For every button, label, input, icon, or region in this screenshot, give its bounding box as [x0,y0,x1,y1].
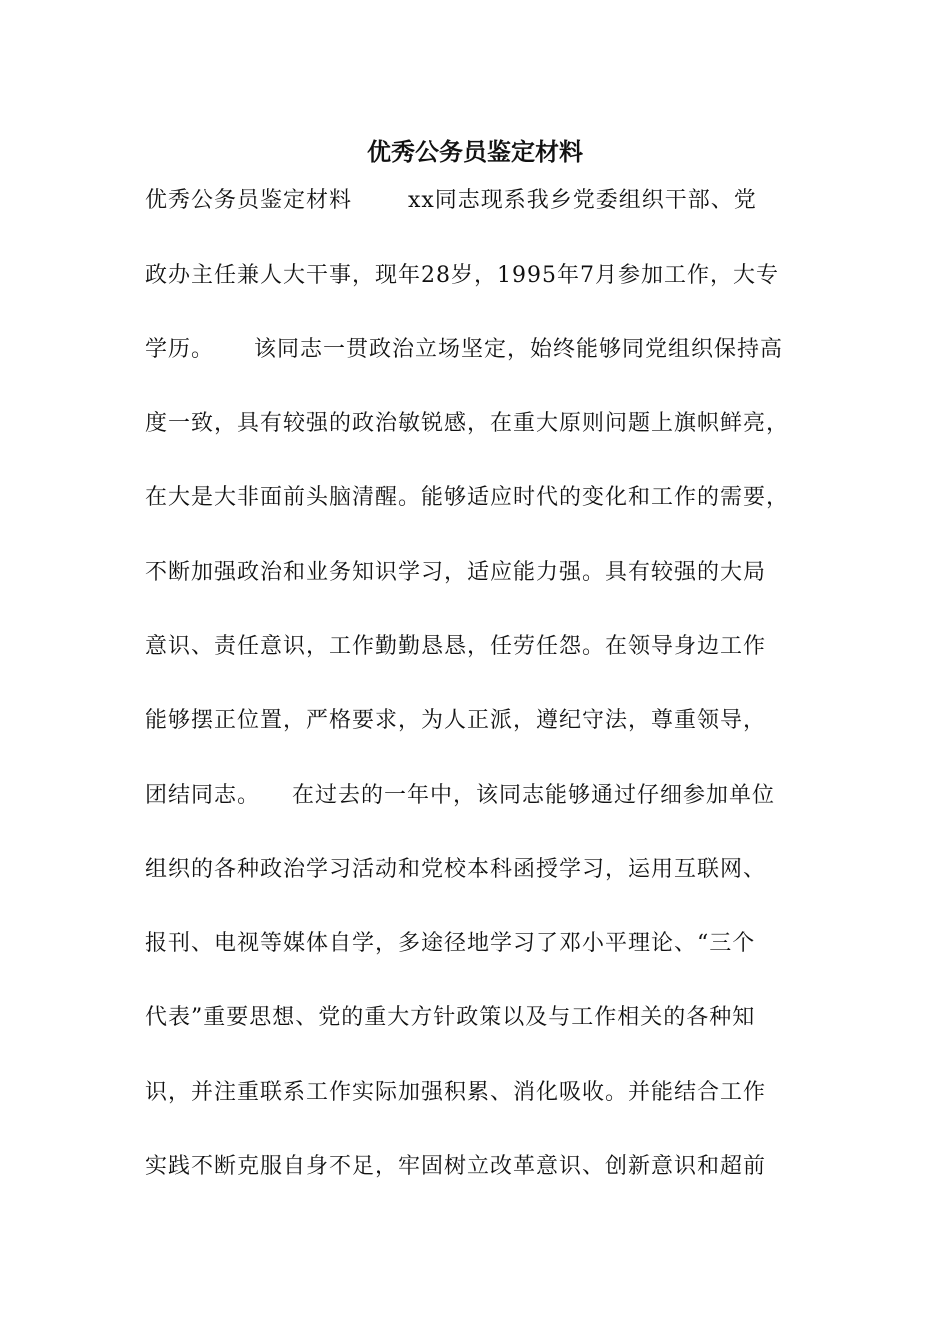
body-line-4: 度一致，具有较强的政治敏锐感，在重大原则问题上旗帜鲜亮， [145,411,790,436]
body-line-1: 优秀公务员鉴定材料 xx同志现系我乡党委组织干部、党 [145,188,757,213]
body-line-14: 实践不断克服自身不足，牢固树立改革意识、创新意识和超前 [145,1154,767,1179]
body-line-12: 代表”重要思想、党的重大方针政策以及与工作相关的各种知 [145,1005,756,1030]
body-line-2: 政办主任兼人大干事，现年28岁，1995年7月参加工作，大专 [145,263,779,288]
body-line-8: 能够摆正位置，严格要求，为人正派，遵纪守法，尊重领导， [145,708,767,733]
body-line-3: 学历。 该同志一贯政治立场坚定，始终能够同党组织保持高 [145,337,783,362]
document-title: 优秀公务员鉴定材料 [367,137,583,166]
body-line-5: 在大是大非面前头脑清醒。能够适应时代的变化和工作的需要， [145,485,790,510]
body-line-9: 团结同志。 在过去的一年中，该同志能够通过仔细参加单位 [145,783,775,808]
body-line-6: 不断加强政治和业务知识学习，适应能力强。具有较强的大局 [145,560,767,585]
body-line-13: 识，并注重联系工作实际加强积累、消化吸收。并能结合工作 [145,1080,767,1105]
body-line-7: 意识、责任意识，工作勤勤恳恳，任劳任怨。在领导身边工作 [145,634,767,659]
body-line-10: 组织的各种政治学习活动和党校本科函授学习，运用互联网、 [145,857,767,882]
body-line-11: 报刊、电视等媒体自学，多途径地学习了邓小平理论、“三个 [145,931,756,956]
